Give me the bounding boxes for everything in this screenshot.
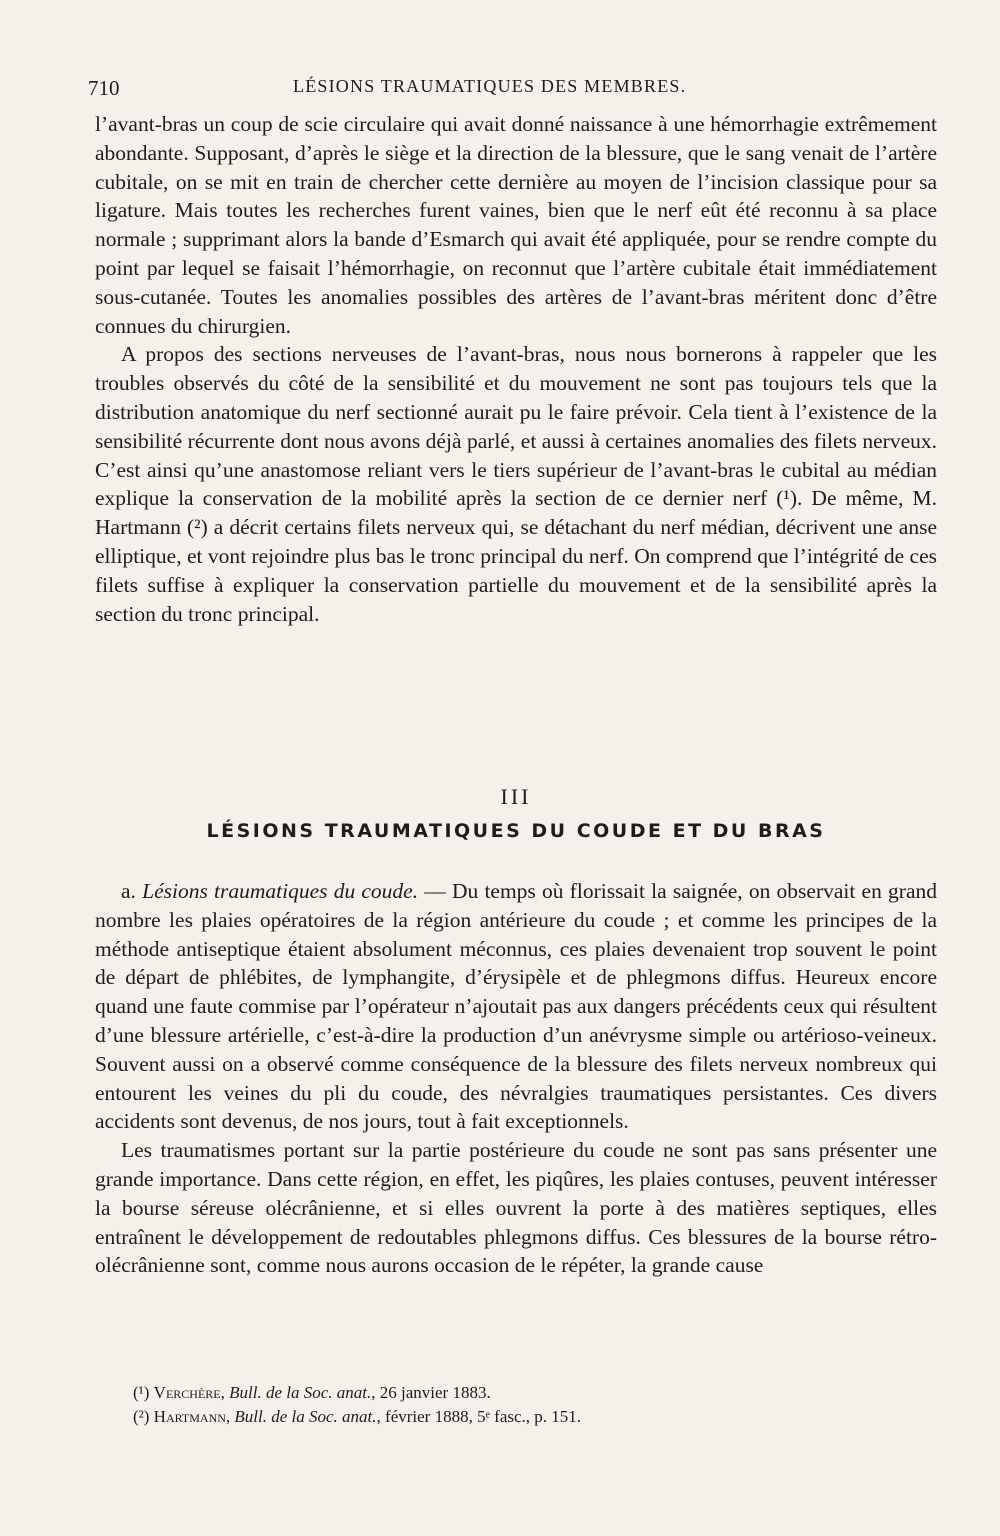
paragraph-text: — Du temps où florissait la saignée, on observait en grand nombre les plaies opératoires de la région antérieure du coude ; et comme les principes de la méthode antiseptique étaient absolument méconnus, ces plaies devenaient trop souvent le point de départ de phlébites, de lymphangite, d’érysipèle et de phlegmons diffus. Heureux encore quand une faute commise par l’opérateur n’ajoutait pas aux dangers précédents ceux qui résultent d’une blessure artérielle, c’est-à-dire la production d’un anévrysme simple ou artérioso-veineux. Souvent aussi on a observé comme conséquence de la blessure des filets nerveux nombreux qui entourent les veines du pli du coude, des névralgies traumatiques persistantes. Ces divers accidents sont devenus, de nos jours, tout à fait exceptionnels. — [95, 879, 937, 1134]
page-header — [88, 76, 948, 110]
footnote-mark: (¹) — [133, 1383, 150, 1402]
footnote-journal: Bull. de la Soc. anat. — [234, 1407, 377, 1426]
paragraph-lead: a. — [121, 879, 143, 903]
footnote-rest: , février 1888, 5ᵉ fasc., p. 151. — [376, 1407, 582, 1426]
section-title: LÉSIONS TRAUMATIQUES DU COUDE ET DU BRAS — [206, 820, 826, 842]
body-text-lower — [95, 877, 937, 1280]
paragraph: l’avant-bras un coup de scie circulaire qui avait donné naissance à une hémorrhagie extrêmement abondante. Supposant, d’après le siège et la direction de la blessure, que le sang venait de l’artère cubitale, on se mit en train de chercher cette dernière au moyen de l’incision classique pour sa ligature. Mais toutes les recherches furent vaines, bien que le nerf eût été reconnu à sa place normale ; supprimant alors la bande d’Esmarch qui avait été appliquée, pour se rendre compte du point par lequel se faisait l’hémorrhagie, on reconnut que l’artère cubitale était immédiatement sous-cutanée. Toutes les anomalies possibles des artères de l’avant-bras méritent donc d’être connues du chirurgien. — [95, 112, 937, 338]
footnote-author: Verchère, — [153, 1383, 225, 1402]
paragraph: A propos des sections nerveuses de l’avant-bras, nous nous bornerons à rappeler que les troubles observés du côté de la sensibilité et du mouvement ne sont pas toujours tels que la distribution anatomique du nerf sectionné aurait pu le faire prévoir. Cela tient à l’existence de la sensibilité récurrente dont nous avons déjà parlé, et aussi à certaines anomalies des filets nerveux. C’est ainsi qu’une anastomose reliant vers le tiers supérieur de l’avant-bras le cubital au médian explique la conservation de la mobilité après la section de ce dernier nerf (¹). De même, M. Hartmann (²) a décrit certains filets nerveux qui, se détachant du nerf médian, décrivent une anse elliptique, et vont rejoindre plus bas le tronc principal du nerf. On comprend que l’intégrité de ces filets suffise à expliquer la conservation partielle du mouvement et de la sensibilité après la section du tronc principal. — [95, 342, 937, 626]
paragraph-subheading: Lésions traumatiques du coude. — [142, 879, 419, 903]
footnotes — [133, 1381, 913, 1429]
footnote — [133, 1405, 913, 1429]
running-title: LÉSIONS TRAUMATIQUES DES MEMBRES. — [293, 76, 687, 96]
paragraph: Les traumatismes portant sur la partie postérieure du coude ne sont pas sans présenter une grande importance. Dans cette région, en effet, les piqûres, les plaies contuses, peuvent intéresser la bourse séreuse olécrânienne, et si elles ouvrent la porte à des matières septiques, elles entraînent le développement de redoutables phlegmons diffus. Ces blessures de la bourse rétro-olécrânienne sont, comme nous aurons occasion de le répéter, la grande cause — [95, 1138, 937, 1278]
paragraph — [95, 877, 937, 1136]
footnote-journal: Bull. de la Soc. anat. — [229, 1383, 372, 1402]
footnote-rest: , 26 janvier 1883. — [371, 1383, 491, 1402]
footnote — [133, 1381, 913, 1405]
footnote-mark: (²) — [133, 1407, 150, 1426]
page-number: 710 — [88, 76, 120, 100]
footnote-author: Hartmann, — [153, 1407, 231, 1426]
section-number: III — [500, 784, 532, 809]
body-text-upper — [95, 110, 937, 628]
